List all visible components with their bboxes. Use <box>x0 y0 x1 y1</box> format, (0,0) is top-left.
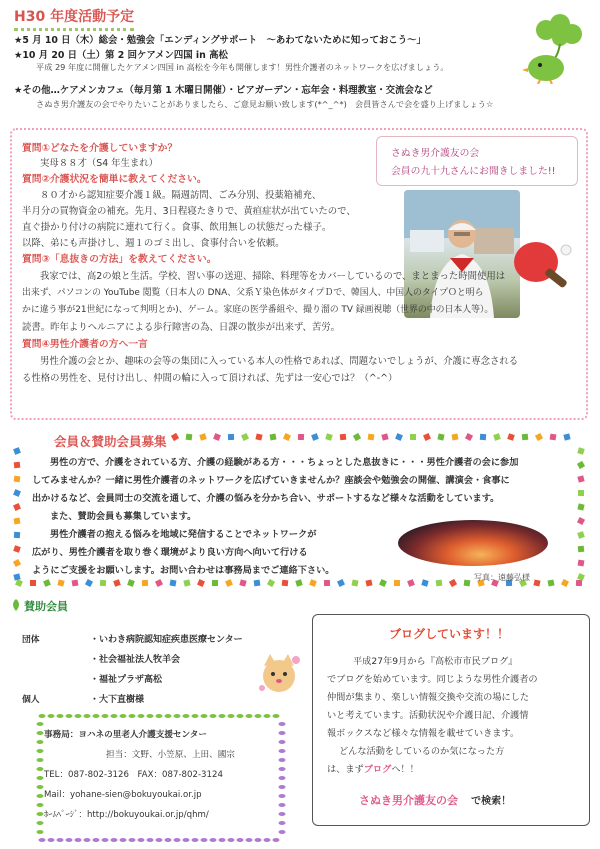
confetti-piece <box>353 433 361 441</box>
answer-3-line-2: 出来ず、パソコンの YouTube 閲覧（日本人の DNA、父系Ｙ染色体がタイプＤで、韓国人、中国人のタイプＯと明ら <box>22 288 484 298</box>
vine-leaf <box>37 803 44 807</box>
confetti-piece <box>255 433 262 440</box>
confetti-piece <box>578 546 585 553</box>
vine-leaf <box>138 838 145 842</box>
vine-leaf <box>279 785 286 789</box>
vine-leaf <box>120 714 127 718</box>
confetti-piece <box>282 580 289 587</box>
vine-leaf <box>279 803 286 807</box>
confetti-piece <box>309 579 317 587</box>
vine-leaf <box>210 838 217 842</box>
group-1: ・いわき病院認知症疾患医療センター <box>90 635 243 645</box>
vine-leaf <box>66 714 73 718</box>
vine-leaf <box>37 776 44 780</box>
blog-line-4: いと考えています。活動状況や介護日記、介護情 <box>327 710 529 721</box>
callout-line-1: さぬき男介護友の会 <box>391 148 480 159</box>
question-2: 質問②介護状況を簡単に教えてください。 <box>22 174 207 185</box>
answer-2-line-1: ８０才から認知症要介護１級。隔週訪問、ごみ分別、投薬箱補充、 <box>40 190 322 201</box>
confetti-piece <box>464 580 471 587</box>
confetti-piece <box>170 580 177 587</box>
confetti-piece <box>100 580 107 587</box>
vine-leaf <box>237 838 244 842</box>
confetti-piece <box>561 579 569 587</box>
answer-2-line-2: 半月分の買物資金の補充。先月、3日程寝たきりで、黄疸症状が出ていたので、 <box>22 206 356 217</box>
vine-leaf <box>102 838 109 842</box>
confetti-piece <box>30 580 36 586</box>
confetti-piece <box>13 559 21 567</box>
confetti-piece <box>368 434 375 441</box>
vine-leaf <box>210 714 217 718</box>
blog-footer-name: さぬき男介護友の会 <box>359 794 458 807</box>
vine-leaf <box>228 838 235 842</box>
confetti-piece <box>395 433 403 441</box>
vine-leaf <box>201 714 208 718</box>
confetti-piece <box>13 503 21 511</box>
vine-leaf <box>273 838 280 842</box>
vine-leaf <box>174 838 181 842</box>
vine-leaf <box>37 740 44 744</box>
vine-leaf <box>120 838 127 842</box>
confetti-piece <box>239 579 246 586</box>
answer-4-line-1: 男性介護の会とか、趣味の会等の集団に入っている本人の性格であれば、問題ないでしょうが、介護に専念される <box>40 356 519 367</box>
vine-leaf <box>279 821 286 825</box>
cat-illustration <box>256 652 302 700</box>
plan-note-1: 平成 29 年度に開催したケアメン四国 in 高松を今年も開催します！男性介護者のネットワークを広げましょう。 <box>36 62 449 72</box>
confetti-piece <box>351 579 358 586</box>
recruitment-title: 会員＆賛助会員募集 <box>54 434 167 449</box>
confetti-piece <box>171 433 179 441</box>
vine-leaf <box>39 838 46 842</box>
confetti-piece <box>186 434 193 441</box>
confetti-piece <box>436 580 443 587</box>
confetti-piece <box>437 433 444 440</box>
confetti-piece <box>269 433 276 440</box>
confetti-piece <box>57 579 64 586</box>
confetti-piece <box>225 579 233 587</box>
vine-leaf <box>37 812 44 816</box>
vine-leaf <box>183 838 190 842</box>
answer-2-line-4: 以降、弟にも声掛けし、週１のゴミ出し、食事付合いを依頼。 <box>22 238 285 249</box>
individuals-label: 個人 <box>22 695 40 705</box>
confetti-piece <box>576 580 582 586</box>
plan-other: ★その他…ケアメンカフェ（毎月第 1 木曜日開催）・ビアガーデン・忘年会・料理教室・交流会など <box>14 85 433 96</box>
vine-leaf <box>129 838 136 842</box>
vine-leaf <box>156 714 163 718</box>
confetti-piece <box>337 579 345 587</box>
confetti-piece <box>311 433 319 441</box>
office-phone: TEL：087-802-3126 FAX：087-802-3124 <box>44 770 223 780</box>
vine-leaf <box>75 838 82 842</box>
office-line-1: 事務局：ヨハネの里老人介護支援センター <box>44 730 207 740</box>
answer-4-line-2: る性格の男性を、見付け出し、仲間の輪に入って頂ければ、先ずは一安心では？（^-^） <box>22 373 398 384</box>
vine-leaf <box>273 714 280 718</box>
confetti-piece <box>241 433 249 441</box>
confetti-piece <box>13 489 21 497</box>
office-homepage[interactable]: ﾎｰﾑﾍﾟｰｼﾞ：http://bokuyoukai.or.jp/qhm/ <box>44 810 209 820</box>
interview-callout <box>376 136 578 186</box>
blog-line-6: どんな活動をしているのか気になった方 <box>339 746 505 757</box>
callout-line-2: 会員の九十九さんにお聞きしました!! <box>391 166 556 177</box>
confetti-piece <box>452 434 459 441</box>
vine-leaf <box>192 714 199 718</box>
confetti-piece <box>421 579 428 586</box>
question-3: 質問③「息抜きの方法」を教えてください。 <box>22 254 217 265</box>
blog-line-7-start: は、まず <box>327 764 364 775</box>
confetti-piece <box>577 573 585 581</box>
vine-leaf <box>48 714 55 718</box>
blog-search-line <box>359 789 511 808</box>
blog-title: ブログしています！！ <box>389 627 510 641</box>
vine-leaf <box>66 838 73 842</box>
plan-line-1: ★5 月 10 日（木）総会・勉強会「エンディングサポート ～あわてないために知っておこう～」 <box>14 35 426 46</box>
vine-leaf <box>279 830 286 834</box>
office-email[interactable]: Mail：yohane-sien@bokuyoukai.or.jp <box>44 790 202 800</box>
confetti-piece <box>324 580 330 586</box>
activity-plan-section <box>10 4 590 124</box>
confetti-piece <box>577 461 585 469</box>
confetti-piece <box>142 580 148 586</box>
blog-footer-search: で検索！ <box>471 796 512 807</box>
confetti-piece <box>507 433 515 441</box>
vine-leaf <box>165 838 172 842</box>
vine-leaf <box>264 714 271 718</box>
confetti-piece <box>493 433 501 441</box>
confetti-piece <box>577 531 585 539</box>
vine-leaf <box>37 722 44 726</box>
sunset-photo <box>398 520 548 566</box>
vine-leaf <box>111 714 118 718</box>
vine-leaf <box>93 838 100 842</box>
confetti-piece <box>13 573 20 580</box>
groups-label: 団体 <box>22 635 40 645</box>
confetti-piece <box>197 579 205 587</box>
vine-leaf <box>37 785 44 789</box>
confetti-piece <box>199 433 206 440</box>
interview-section <box>10 128 588 420</box>
vine-leaf <box>255 714 262 718</box>
group-2: ・社会福祉法人牧羊会 <box>90 655 181 665</box>
vine-leaf <box>147 714 154 718</box>
vine-leaf <box>102 714 109 718</box>
bird-clover-illustration <box>516 8 590 84</box>
confetti-piece <box>183 579 190 586</box>
blog-word[interactable]: ブログ <box>363 764 392 775</box>
blog-line-5: 報ボックスなど様々な情報を載せていきます。 <box>327 728 520 739</box>
vine-leaf <box>279 767 286 771</box>
answer-1: 実母８８才（S4 年生まれ） <box>40 158 159 169</box>
confetti-piece <box>449 579 457 587</box>
confetti-piece <box>14 532 20 538</box>
question-1: 質問①どなたを介護していますか？ <box>22 143 178 154</box>
vine-leaf <box>37 821 44 825</box>
vine-leaf <box>37 731 44 735</box>
confetti-piece <box>379 579 387 587</box>
office-info <box>44 720 276 838</box>
leaf-icon <box>10 598 22 612</box>
vine-leaf <box>237 714 244 718</box>
confetti-piece <box>365 579 372 586</box>
vine-leaf <box>201 838 208 842</box>
confetti-piece <box>14 476 21 483</box>
vine-leaf <box>279 731 286 735</box>
group-3: ・福祉プラザ高松 <box>90 675 163 685</box>
confetti-piece <box>465 433 473 441</box>
confetti-piece <box>578 560 585 567</box>
answer-3-line-4: 読書。昨年よりヘルニアによる歩行障害の為、日課の散歩が出来ず、苦労。 <box>22 322 341 333</box>
answer-2-line-3: 直ぐ掛かり付けの病院に連れて行く。食事、飲用無しの状態だった様子。 <box>22 222 332 233</box>
confetti-piece <box>13 447 21 455</box>
vine-leaf <box>37 794 44 798</box>
vine-leaf <box>37 758 44 762</box>
confetti-piece <box>577 517 585 525</box>
confetti-piece <box>325 433 332 440</box>
vine-leaf <box>279 749 286 753</box>
plan-title: H30 年度活動予定 <box>14 6 134 31</box>
blog-line-7 <box>327 761 419 775</box>
confetti-piece <box>563 433 570 440</box>
blog-box <box>312 614 590 826</box>
vine-leaf <box>165 714 172 718</box>
recruitment-line-4: また、賛助会員も募集しています。 <box>50 511 197 522</box>
confetti-piece <box>155 579 163 587</box>
vine-leaf <box>129 714 136 718</box>
recruitment-line-1: 男性の方で、介護をされている方、介護の経験がある方・・・ちょっとした息抜きに・・・男性介護者の会に参加 <box>50 457 519 468</box>
photo-credit: 写真：遠藤弘様 <box>474 573 530 582</box>
confetti-piece <box>85 579 93 587</box>
vine-leaf <box>219 714 226 718</box>
vine-leaf <box>264 838 271 842</box>
confetti-piece <box>14 518 21 525</box>
vine-leaf <box>57 838 64 842</box>
confetti-piece <box>113 579 121 587</box>
vine-leaf <box>93 714 100 718</box>
vine-leaf <box>37 830 44 834</box>
vine-leaf <box>39 714 46 718</box>
vine-leaf <box>279 740 286 744</box>
recruitment-line-2: してみませんか？一緒に男性介護者のネットワークを広げていきませんか？座談会や勉強会の開催、講演会・食事に <box>32 475 510 486</box>
confetti-piece <box>14 462 21 469</box>
confetti-piece <box>480 434 486 440</box>
confetti-piece <box>577 475 584 482</box>
plan-note-2: さぬき男介護友の会でやりたいことがありましたら、ご意見お願い致します(*^_^*) 会員皆さんで会を盛り上げましょう☆ <box>36 99 494 109</box>
confetti-piece <box>295 579 302 586</box>
confetti-piece <box>394 580 400 586</box>
confetti-piece <box>381 433 388 440</box>
sponsors-title: 賛助会員 <box>24 600 68 613</box>
vine-leaf <box>279 758 286 762</box>
confetti-piece <box>578 490 584 496</box>
vine-leaf <box>57 714 64 718</box>
vine-leaf <box>246 838 253 842</box>
vine-leaf <box>279 812 286 816</box>
confetti-piece <box>43 579 51 587</box>
vine-leaf <box>37 767 44 771</box>
confetti-piece <box>340 434 347 441</box>
vine-leaf <box>192 838 199 842</box>
vine-leaf <box>219 838 226 842</box>
confetti-piece <box>254 580 261 587</box>
vine-leaf <box>138 714 145 718</box>
confetti-piece <box>228 434 234 440</box>
vine-leaf <box>228 714 235 718</box>
plan-line-2: ★10 月 20 日（土）第 2 回ケアメン四国 in 高松 <box>14 50 228 61</box>
confetti-piece <box>533 579 540 586</box>
blog-line-2: でブログを始めています。同じような男性介護者の <box>327 674 538 685</box>
vine-leaf <box>279 722 286 726</box>
vine-leaf <box>84 714 91 718</box>
vine-leaf <box>75 714 82 718</box>
individual-1: ・大下直樹様 <box>90 695 145 705</box>
recruitment-line-3: 出かけるなど、会員同士の交流を通して、介護の悩みを分かち合い、サポートするなど様々な活動をしています。 <box>32 493 500 504</box>
answer-3-line-3: かに違う事が21世紀になって判明とか)、ゲーム。家庭の医学番組や、撮り溜の TV 録画視聴（世界の中の日本人等）。 <box>22 305 494 315</box>
blog-line-1: 平成27年9月から『高松市市民ブログ』 <box>353 656 518 667</box>
office-line-2: 担当：文野、小笠原、上田、國宗 <box>106 750 235 760</box>
member-photo <box>404 190 520 318</box>
confetti-piece <box>407 579 415 587</box>
confetti-piece <box>267 579 275 587</box>
vine-leaf <box>147 838 154 842</box>
confetti-piece <box>577 447 584 454</box>
vine-leaf <box>246 714 253 718</box>
confetti-piece <box>547 579 554 586</box>
vine-leaf <box>48 838 55 842</box>
vine-leaf <box>183 714 190 718</box>
vine-leaf <box>255 838 262 842</box>
vine-leaf <box>156 838 163 842</box>
vine-leaf <box>37 749 44 753</box>
confetti-piece <box>522 434 529 441</box>
question-4: 質問④男性介護者の方へ一言 <box>22 339 148 350</box>
confetti-piece <box>72 580 79 587</box>
blog-line-3: 仲間が集まり、楽しい情報交換や交流の場にした <box>327 692 530 703</box>
confetti-piece <box>298 434 304 440</box>
confetti-piece <box>212 580 218 586</box>
confetti-piece <box>13 545 21 553</box>
recruitment-line-5: 男性介護者の抱える悩みを地域に発信することでネットワークが <box>50 529 317 540</box>
confetti-piece <box>283 433 291 441</box>
confetti-piece <box>423 433 431 441</box>
confetti-piece <box>127 579 135 587</box>
vine-leaf <box>279 794 286 798</box>
confetti-piece <box>535 433 543 441</box>
confetti-piece <box>213 433 221 441</box>
confetti-piece <box>577 503 584 510</box>
vine-leaf <box>279 776 286 780</box>
confetti-piece <box>410 434 416 440</box>
recruitment-line-7: ようにご支援をお願いします。お問い合わせは事務局までご連絡下さい。 <box>32 565 335 576</box>
blog-line-7-end: へ！！ <box>391 764 419 775</box>
answer-3-line-1: 我家では、高2の娘と生活。学校、習い事の送迎、掃除、料理等をカバーしているので、まとまった時間使用は <box>40 271 506 282</box>
recruitment-line-6: 広がり、男性介護者を取り巻く環境がより良い方向へ向いて行ける <box>32 547 308 558</box>
vine-leaf <box>174 714 181 718</box>
confetti-piece <box>550 434 557 441</box>
vine-leaf <box>84 838 91 842</box>
vine-leaf <box>111 838 118 842</box>
member-photo-figure <box>404 190 520 318</box>
